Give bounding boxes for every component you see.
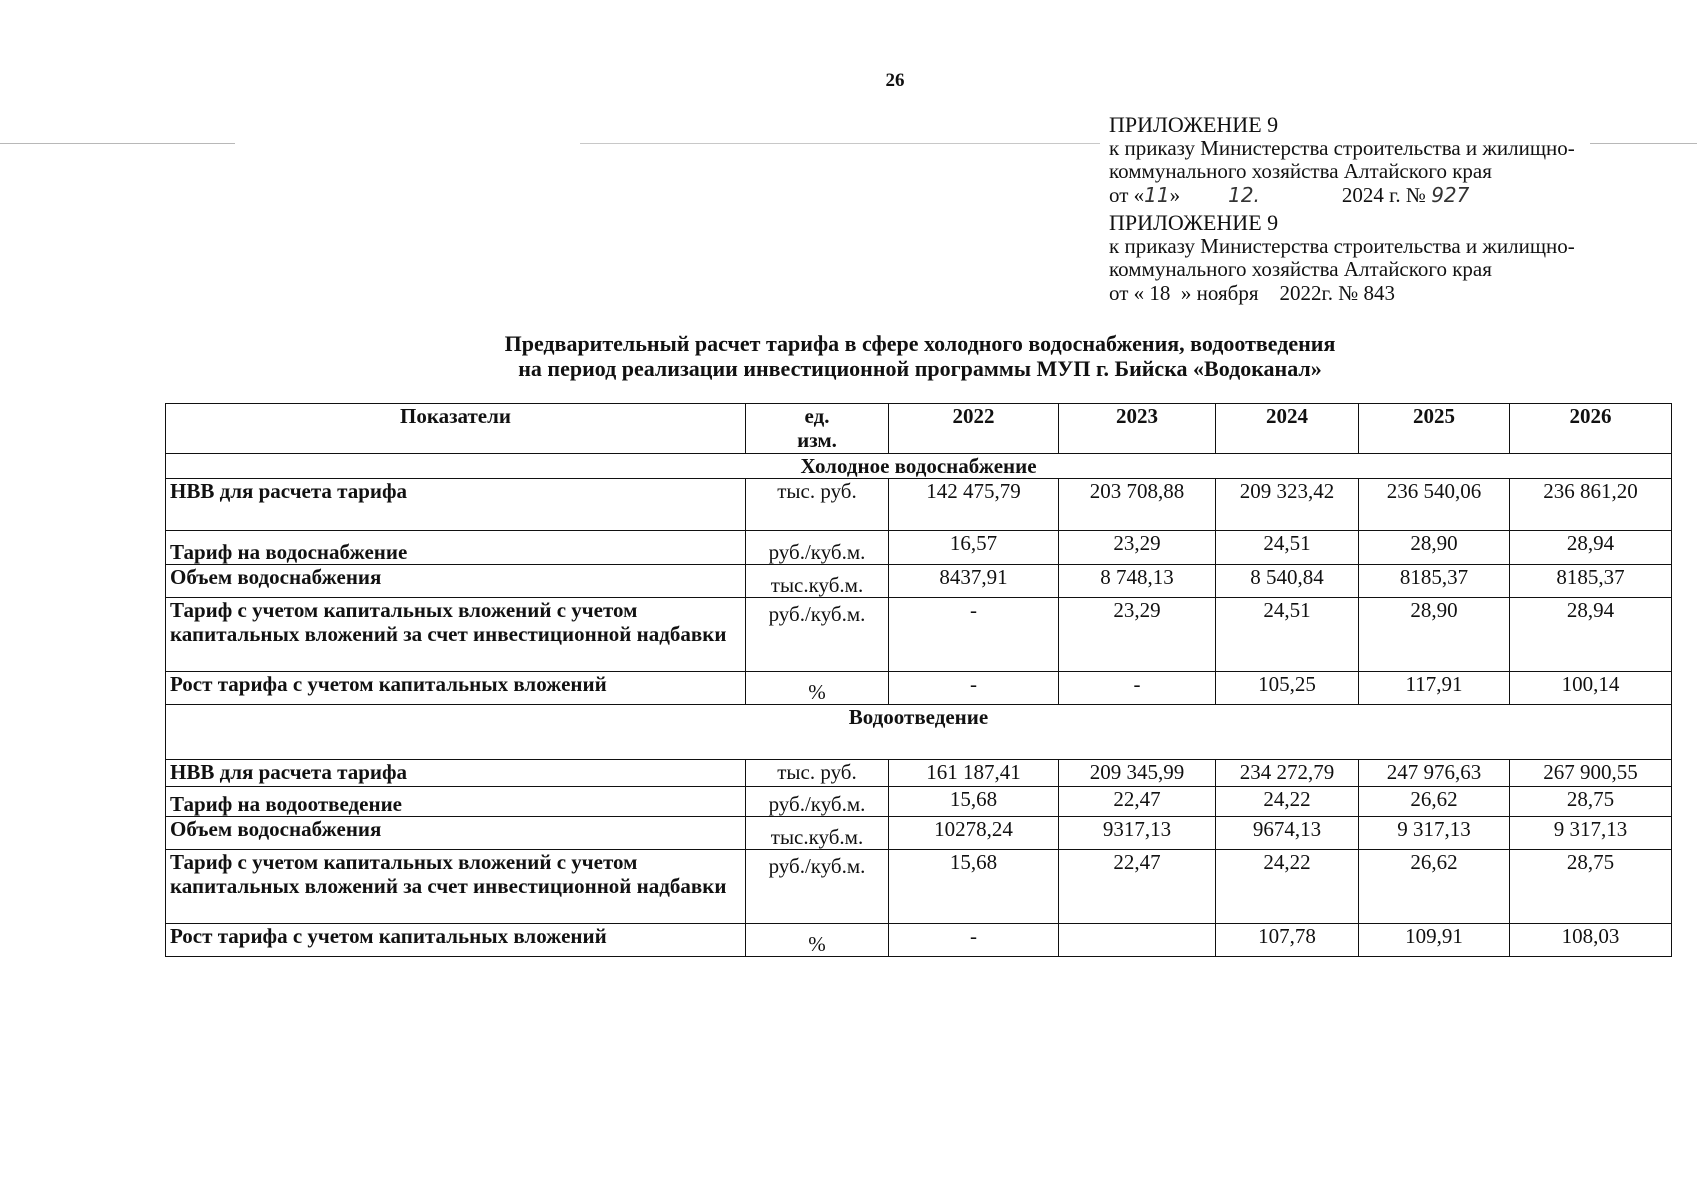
- row-unit: руб./куб.м.: [746, 531, 889, 565]
- appendix-heading: ПРИЛОЖЕНИЕ 9: [1109, 112, 1279, 137]
- row-unit: тыс. руб.: [746, 479, 889, 531]
- cell-value: 236 861,20: [1510, 479, 1672, 531]
- section-row: [166, 454, 1672, 479]
- cell-value: 236 540,06: [1359, 479, 1510, 531]
- row-label: Объем водоснабжения: [166, 817, 746, 850]
- cell-value: 28,94: [1510, 598, 1672, 672]
- header-year: 2026: [1510, 404, 1672, 454]
- document-title: [400, 331, 1440, 381]
- row-label: Объем водоснабжения: [166, 565, 746, 598]
- cell-value: 9 317,13: [1359, 817, 1510, 850]
- cell-value: 22,47: [1059, 850, 1216, 924]
- cell-value: 8185,37: [1510, 565, 1672, 598]
- scan-artifact-line: [580, 143, 1100, 144]
- section-title: Водоотведение: [166, 705, 1672, 760]
- section-title: Холодное водоснабжение: [166, 454, 1672, 479]
- header-indicator: Показатели: [166, 404, 746, 454]
- row-label: Рост тарифа с учетом капитальных вложений: [166, 924, 746, 957]
- row-unit: тыс.куб.м.: [746, 565, 889, 598]
- header-year: 2024: [1216, 404, 1359, 454]
- cell-value: 142 475,79: [889, 479, 1059, 531]
- table-row: [166, 760, 1672, 787]
- cell-value: 24,22: [1216, 787, 1359, 817]
- row-label: Тариф на водоснабжение: [166, 531, 746, 565]
- cell-value: 8 748,13: [1059, 565, 1216, 598]
- cell-value: 26,62: [1359, 850, 1510, 924]
- cell-value: -: [889, 924, 1059, 957]
- cell-value: 109,91: [1359, 924, 1510, 957]
- date-close: »: [1169, 182, 1181, 207]
- table-row: [166, 924, 1672, 957]
- cell-value: 9 317,13: [1510, 817, 1672, 850]
- table-row: [166, 565, 1672, 598]
- row-label: Рост тарифа с учетом капитальных вложений: [166, 672, 746, 705]
- cell-value: 267 900,55: [1510, 760, 1672, 787]
- row-unit: %: [746, 924, 889, 957]
- cell-value: -: [1059, 672, 1216, 705]
- appendix-date-line: от « 18 » ноября 2022г. № 843: [1109, 280, 1396, 305]
- cell-value: -: [889, 672, 1059, 705]
- handwritten-number: 927: [1431, 182, 1470, 207]
- cell-value: 23,29: [1059, 531, 1216, 565]
- appendix-previous: [1109, 211, 1689, 305]
- table-row: [166, 817, 1672, 850]
- table-row: [166, 598, 1672, 672]
- appendix-order-line: к приказу Министерства строительства и жилищно-: [1109, 233, 1575, 258]
- cell-value: 24,51: [1216, 531, 1359, 565]
- cell-value: 161 187,41: [889, 760, 1059, 787]
- cell-value: 209 323,42: [1216, 479, 1359, 531]
- title-line: Предварительный расчет тарифа в сфере холодного водоснабжения, водоотведения: [504, 331, 1336, 356]
- appendix-order-line: коммунального хозяйства Алтайского края: [1109, 257, 1492, 281]
- row-unit: руб./куб.м.: [746, 787, 889, 817]
- table-row: [166, 672, 1672, 705]
- handwritten-day: 11: [1144, 182, 1170, 207]
- cell-value: 28,75: [1510, 787, 1672, 817]
- cell-value: 22,47: [1059, 787, 1216, 817]
- header-unit-line: ед.: [804, 404, 830, 428]
- cell-value: 9674,13: [1216, 817, 1359, 850]
- cell-value: 26,62: [1359, 787, 1510, 817]
- cell-value: 28,90: [1359, 598, 1510, 672]
- header-year: 2023: [1059, 404, 1216, 454]
- cell-value: 247 976,63: [1359, 760, 1510, 787]
- appendix-current: [1109, 113, 1689, 207]
- title-line: на период реализации инвестиционной программы МУП г. Бийска «Водоканал»: [518, 356, 1322, 381]
- handwritten-month: 12.: [1228, 182, 1260, 207]
- cell-value: 100,14: [1510, 672, 1672, 705]
- header-year: 2025: [1359, 404, 1510, 454]
- table-header-row: [166, 404, 1672, 454]
- row-label: НВВ для расчета тарифа: [166, 479, 746, 531]
- cell-value: 16,57: [889, 531, 1059, 565]
- appendix-date-line: [1109, 184, 1689, 208]
- row-label: НВВ для расчета тарифа: [166, 760, 746, 787]
- cell-value: 23,29: [1059, 598, 1216, 672]
- row-label: Тариф на водоотведение: [166, 787, 746, 817]
- cell-value: [1059, 924, 1216, 957]
- cell-value: 107,78: [1216, 924, 1359, 957]
- cell-value: 108,03: [1510, 924, 1672, 957]
- cell-value: 203 708,88: [1059, 479, 1216, 531]
- cell-value: 15,68: [889, 850, 1059, 924]
- cell-value: 28,75: [1510, 850, 1672, 924]
- row-unit: тыс. руб.: [746, 760, 889, 787]
- appendix-order-line: коммунального хозяйства Алтайского края: [1109, 159, 1492, 183]
- cell-value: 8437,91: [889, 565, 1059, 598]
- cell-value: 105,25: [1216, 672, 1359, 705]
- cell-value: 117,91: [1359, 672, 1510, 705]
- cell-value: 234 272,79: [1216, 760, 1359, 787]
- cell-value: 28,90: [1359, 531, 1510, 565]
- cell-value: 15,68: [889, 787, 1059, 817]
- row-unit: руб./куб.м.: [746, 850, 889, 924]
- appendix-order-line: к приказу Министерства строительства и жилищно-: [1109, 135, 1575, 160]
- tariff-table: [165, 403, 1672, 957]
- page-number: 26: [885, 70, 905, 91]
- cell-value: 9317,13: [1059, 817, 1216, 850]
- table-row: [166, 531, 1672, 565]
- cell-value: 209 345,99: [1059, 760, 1216, 787]
- cell-value: -: [889, 598, 1059, 672]
- row-label: Тариф с учетом капитальных вложений с учетом капитальных вложений за счет инвестиционной надбавки: [166, 850, 746, 924]
- table-row: [166, 850, 1672, 924]
- table-row: [166, 787, 1672, 817]
- appendix-heading: ПРИЛОЖЕНИЕ 9: [1109, 210, 1279, 235]
- section-row: [166, 705, 1672, 760]
- cell-value: 8185,37: [1359, 565, 1510, 598]
- row-unit: %: [746, 672, 889, 705]
- cell-value: 24,22: [1216, 850, 1359, 924]
- date-prefix: от «: [1109, 182, 1145, 207]
- cell-value: 28,94: [1510, 531, 1672, 565]
- header-unit: [746, 404, 889, 454]
- row-unit: руб./куб.м.: [746, 598, 889, 672]
- date-year: 2024 г. №: [1341, 182, 1426, 207]
- table-row: [166, 479, 1672, 531]
- header-unit-line: изм.: [797, 428, 837, 452]
- header-year: 2022: [889, 404, 1059, 454]
- row-unit: тыс.куб.м.: [746, 817, 889, 850]
- cell-value: 10278,24: [889, 817, 1059, 850]
- scan-artifact-line: [0, 143, 235, 144]
- row-label: Тариф с учетом капитальных вложений с учетом капитальных вложений за счет инвестиционной надбавки: [166, 598, 746, 672]
- cell-value: 8 540,84: [1216, 565, 1359, 598]
- cell-value: 24,51: [1216, 598, 1359, 672]
